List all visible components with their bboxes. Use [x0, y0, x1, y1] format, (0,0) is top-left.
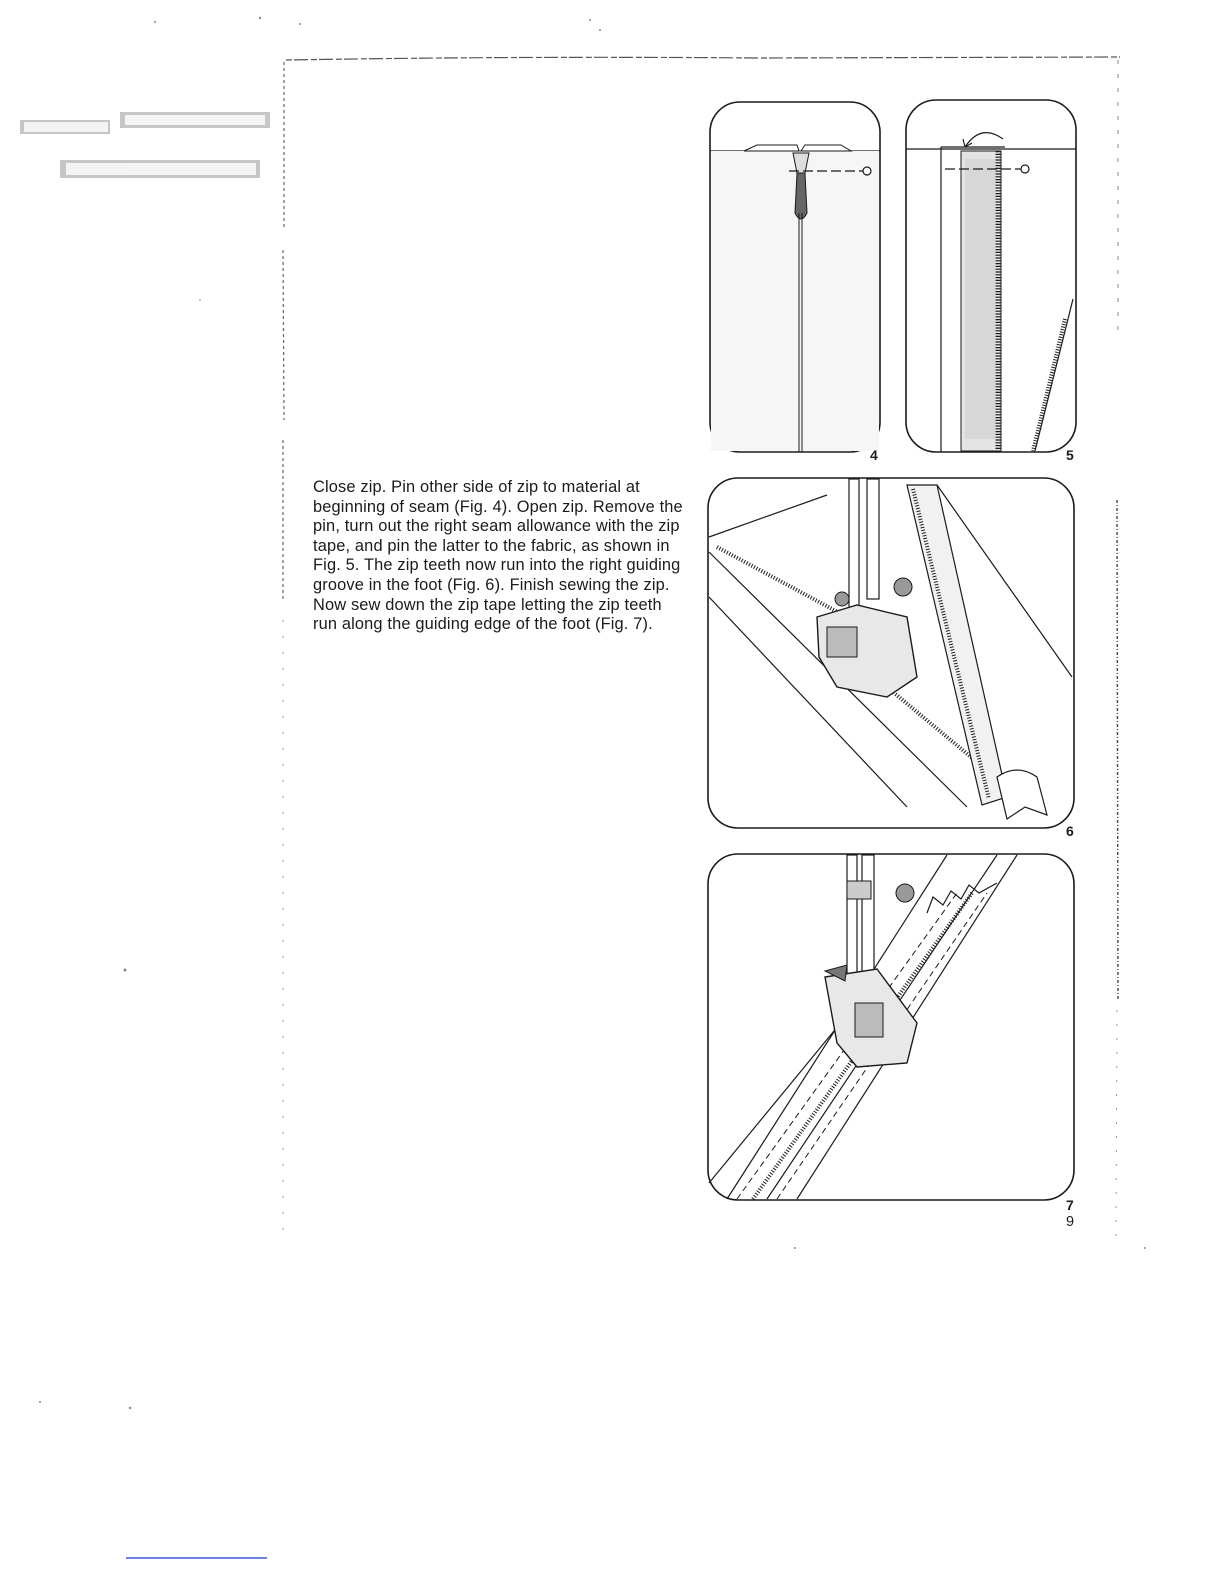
instruction-paragraph: Close zip. Pin other side of zip to material at beginning of seam (Fig. 4). Open zip. Remove the pin, turn out the right seam allowance with the zip tape, and pin the latter to the fabric, as shown in Fig. 5. The zip teeth now run into the right guiding groove in the foot (Fig. 6). Finish sewing the zip. Now sew down the zip tape letting the zip teeth run along the guiding edge of the foot (Fig. 7).	[313, 478, 683, 634]
figure-7-label: 7	[1066, 1197, 1074, 1213]
figure-5-label: 5	[1066, 447, 1074, 463]
page-number: 9	[1066, 1214, 1075, 1230]
figure-4-label: 4	[870, 447, 878, 463]
figure-6-label: 6	[1066, 823, 1074, 839]
figure-4-zipper-closed-pinned-illustration	[709, 101, 881, 453]
figure-7-presser-foot-sewing-zip-tape-illustration	[707, 853, 1075, 1201]
figure-5-zip-tape-turned-out-illustration	[905, 99, 1077, 453]
figure-6-presser-foot-sewing-zip-illustration	[707, 477, 1075, 829]
